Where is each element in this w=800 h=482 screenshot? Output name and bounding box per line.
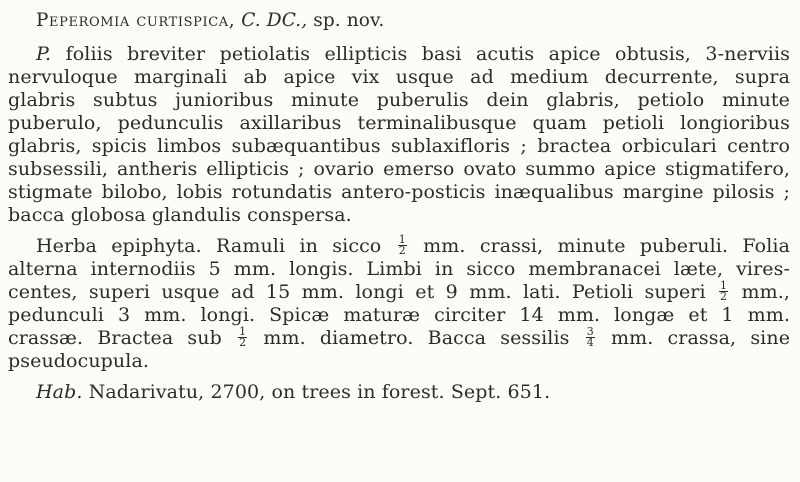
fraction-denominator: 2 <box>398 243 406 257</box>
notes-line-4: pedunculi 3 mm. longi. Spicæ maturæ circiter 14 mm. longæ et 1 mm. <box>8 304 790 326</box>
notes-text: Herba epiphyta. Ramuli in sicco <box>36 235 382 257</box>
notes-line-1 <box>36 232 790 258</box>
species-heading <box>36 9 384 32</box>
description-line-6: subsessili, antheris ellipticis ; ovario emerso ovato summo apice stigmatifero, <box>8 158 790 180</box>
description-line-1 <box>36 43 790 66</box>
description-line-5: glabris, spicis limbos subæquantibus sublaxifloris ; bractea orbiculari centro <box>8 135 790 157</box>
notes-text: mm. crassa, sine <box>611 327 791 349</box>
fraction-half <box>398 232 407 257</box>
species-status: sp. nov. <box>313 10 385 31</box>
fraction-denominator: 2 <box>239 335 247 349</box>
notes-line-2: alterna internodiis 5 mm. longis. Limbi in sicco membranacei læte, vires- <box>8 258 790 280</box>
habitat-label: Hab. <box>36 381 83 403</box>
fraction-numerator: 3 <box>586 324 594 338</box>
notes-text: mm. diametro. Bacca sessilis <box>263 327 570 349</box>
notes-text: crassæ. Bractea sub <box>8 327 222 349</box>
fraction-half <box>238 324 247 349</box>
genus-abbrev: P. <box>36 43 52 65</box>
species-name: Peperomia curtispica, <box>36 10 236 31</box>
fraction-denominator: 2 <box>720 289 728 303</box>
fraction-numerator: 1 <box>398 232 406 246</box>
habitat-line <box>36 381 790 404</box>
description-line-8: bacca globosa glandulis conspersa. <box>8 204 352 226</box>
fraction-numerator: 1 <box>239 324 247 338</box>
fraction-three-quarters <box>586 324 595 349</box>
notes-text: mm. crassi, minute puberuli. Folia <box>423 235 790 257</box>
notes-text: mm., <box>741 281 791 303</box>
description-line-3: glabris subtus junioribus minute puberulis dein glabris, petiolo minute <box>8 89 790 111</box>
species-author: C. DC., <box>241 10 308 31</box>
fraction-half <box>719 278 728 303</box>
description-text: foliis breviter petiolatis ellipticis basi acutis apice obtusis, 3-nerviis <box>65 43 790 65</box>
fraction-denominator: 4 <box>586 335 594 349</box>
description-line-7: stigmate bilobo, lobis rotundatis antero-posticis inæqualibus margine pilosis ; <box>8 181 790 203</box>
fraction-numerator: 1 <box>720 278 728 292</box>
notes-text: centes, superi usque ad 15 mm. longi et 9 mm. lati. Petioli superi <box>8 281 706 303</box>
description-line-4: puberulo, pedunculis axillaribus terminalibusque quam petioli longioribus <box>8 112 790 134</box>
description-line-2: nervuloque marginali ab apice vix usque ad medium decurrente, supra <box>8 66 790 88</box>
notes-line-5 <box>8 324 791 350</box>
habitat-text: Nadarivatu, 2700, on trees in forest. Sept. 651. <box>88 381 551 403</box>
notes-line-3 <box>8 278 791 304</box>
notes-line-6: pseudocupula. <box>8 350 150 372</box>
